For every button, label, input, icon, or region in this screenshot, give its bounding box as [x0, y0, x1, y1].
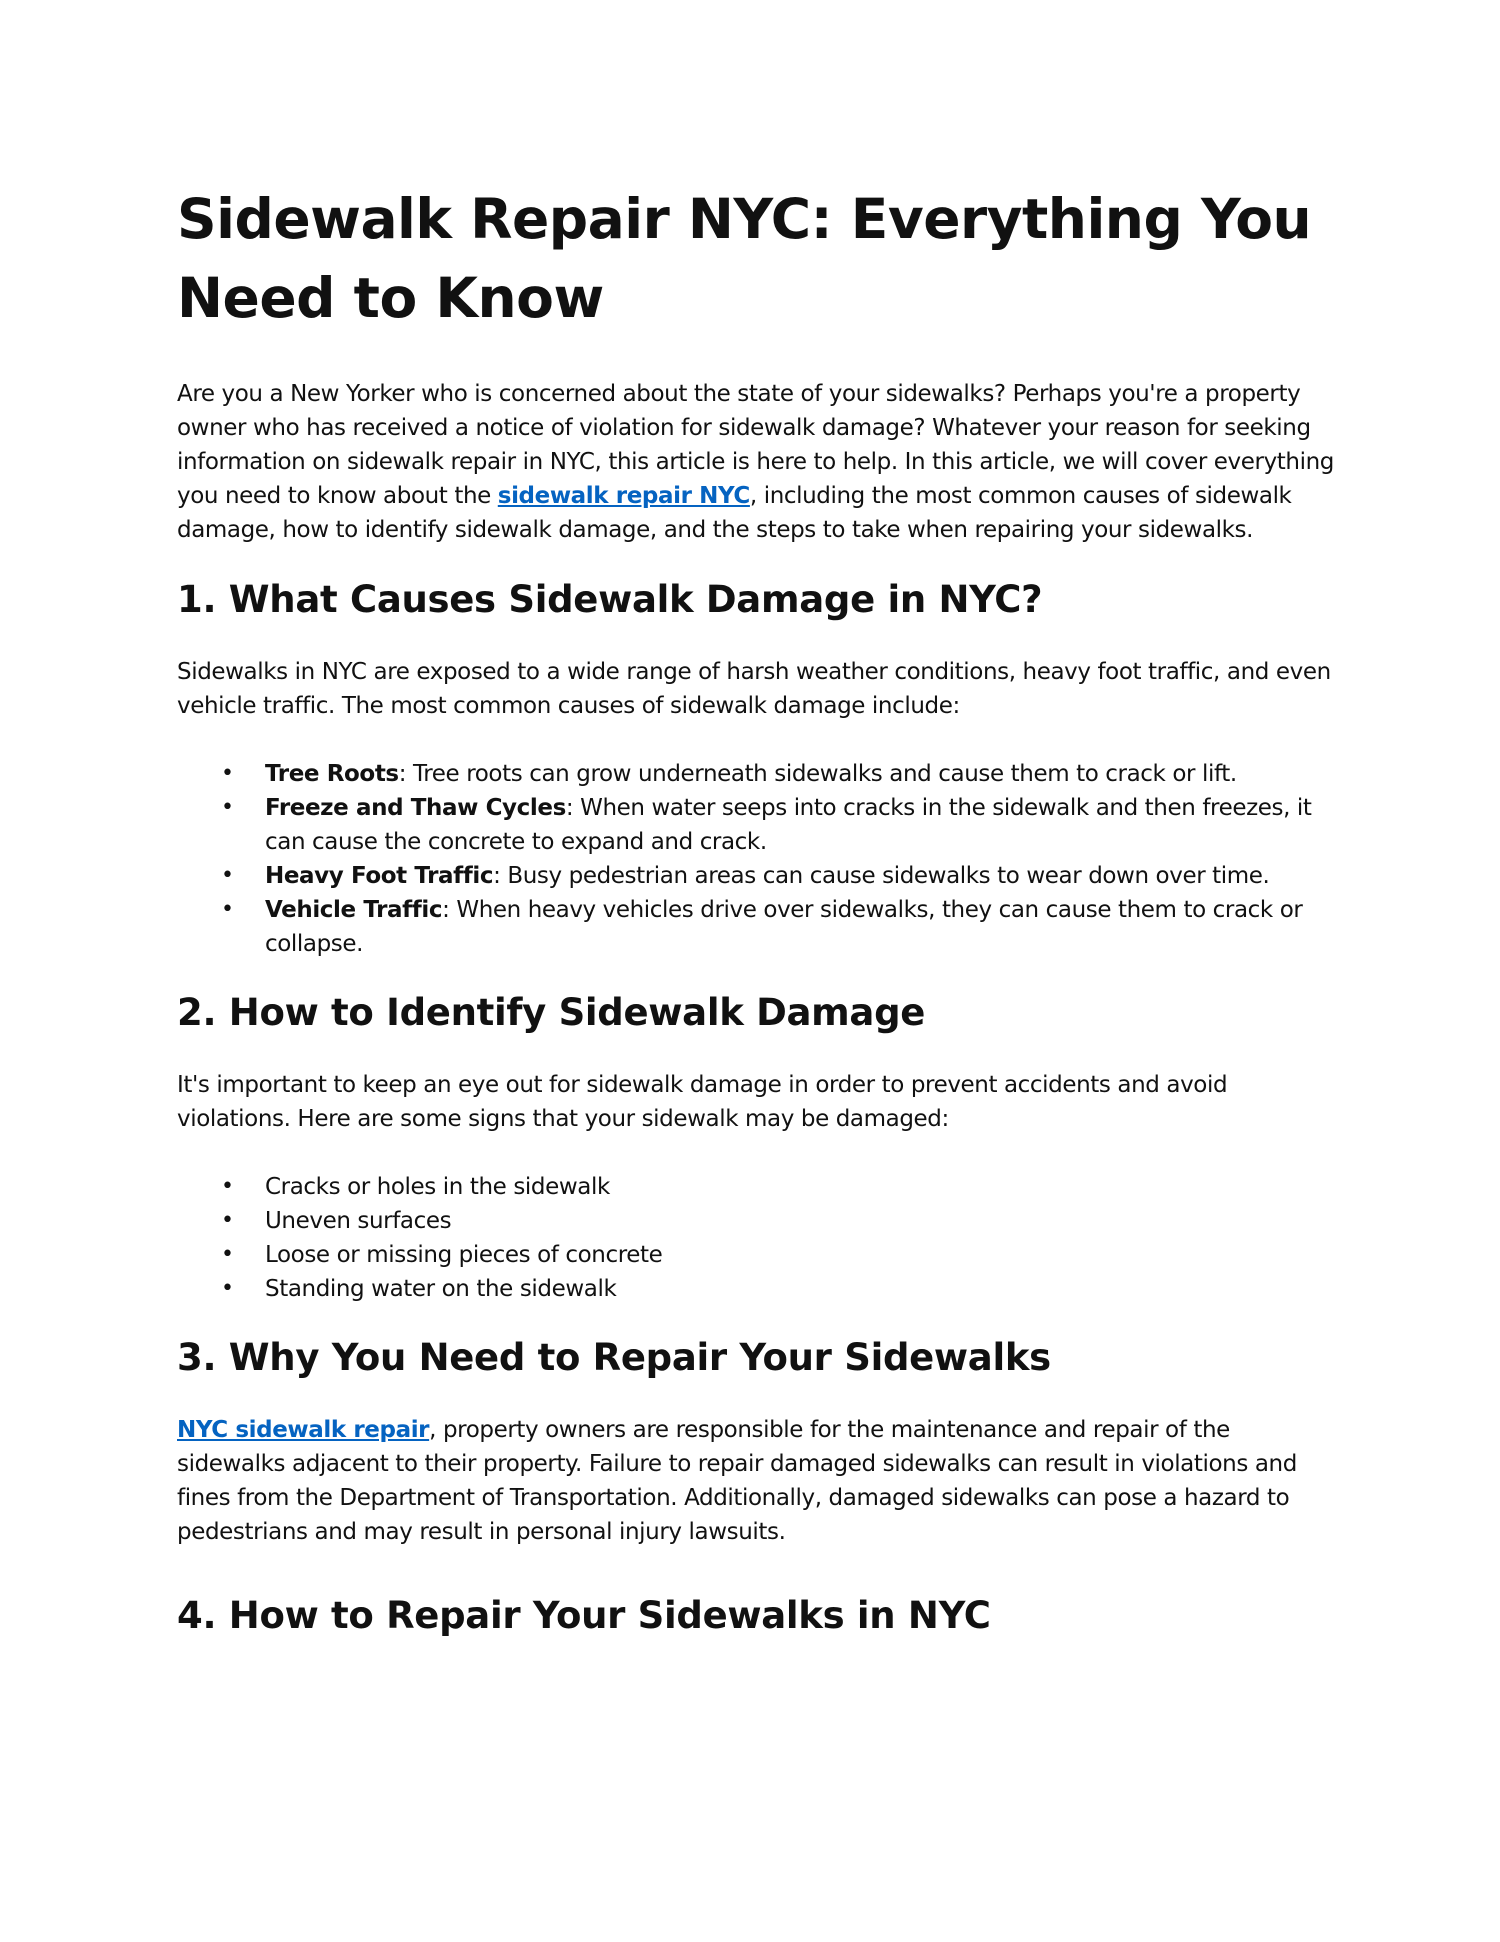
- bullet-icon: •: [221, 761, 234, 786]
- why-text-rest: , property owners are responsible for the maintenance and repair of the sidewalks adjacent to their property. Failure to repair damaged sidewalks can result in violations and fines from the Department of Transportation. Additionally, damaged sidewalks can pose a hazard to pedestrians and may result in personal injury lawsuits.: [177, 1417, 1297, 1545]
- list-item-desc: : When heavy vehicles drive over sidewalks, they can cause them to crack or collapse.: [265, 897, 1303, 957]
- list-item-desc: : When water seeps into cracks in the sidewalk and then freezes, it can cause the concrete to expand and crack.: [265, 795, 1312, 855]
- intro-text-start: Are you a New Yorker who is concerned about the state of your sidewalks? Perhaps you're a property owner who has received a notice of violation for sidewalk damage? Whatever your reason for seeking information on sidewalk repair in NYC, this article is here to help. In this article, we will cover everything you need to know about the: [177, 381, 1334, 509]
- nyc-sidewalk-repair-link[interactable]: NYC sidewalk repair: [177, 1417, 430, 1443]
- list-item: [177, 859, 1337, 893]
- list-item: [177, 757, 1337, 791]
- intro-text-end: , including the most common causes of sidewalk damage, how to identify sidewalk damage, and the steps to take when repairing your sidewalks.: [177, 483, 1292, 543]
- list-item-text: Standing water on the sidewalk: [265, 1276, 617, 1302]
- intro-paragraph: [177, 377, 1337, 547]
- document-page: [177, 180, 1337, 1639]
- bullet-icon: •: [221, 1276, 234, 1301]
- list-item-desc: : Tree roots can grow underneath sidewalks and cause them to crack or lift.: [398, 761, 1237, 787]
- section-heading-how: 4. How to Repair Your Sidewalks in NYC: [177, 1594, 991, 1637]
- list-item-term: Tree Roots: [265, 761, 399, 787]
- bullet-icon: •: [221, 863, 234, 888]
- list-item-term: Freeze and Thaw Cycles: [265, 795, 566, 821]
- section-heading-causes: 1. What Causes Sidewalk Damage in NYC?: [177, 578, 1043, 621]
- list-item-term: Vehicle Traffic: [265, 897, 443, 923]
- bullet-icon: •: [221, 897, 234, 922]
- section-heading-identify: 2. How to Identify Sidewalk Damage: [177, 991, 926, 1034]
- bullet-icon: •: [221, 1242, 234, 1267]
- bullet-icon: •: [221, 1174, 234, 1199]
- list-item-text: Uneven surfaces: [265, 1208, 452, 1234]
- bullet-icon: •: [221, 1208, 234, 1233]
- list-item: [177, 893, 1337, 961]
- causes-list: [177, 757, 1337, 961]
- list-item: [177, 1238, 1337, 1272]
- why-paragraph: [177, 1413, 1337, 1549]
- list-item: [177, 1170, 1337, 1204]
- list-item: [177, 1272, 1337, 1306]
- section-heading-why: 3. Why You Need to Repair Your Sidewalks: [177, 1336, 1051, 1379]
- identify-paragraph: It's important to keep an eye out for sidewalk damage in order to prevent accidents and avoid violations. Here are some signs that your sidewalk may be damaged:: [177, 1072, 1228, 1132]
- list-item: [177, 1204, 1337, 1238]
- identify-list: [177, 1170, 1337, 1306]
- list-item-desc: : Busy pedestrian areas can cause sidewalks to wear down over time.: [493, 863, 1270, 889]
- list-item-text: Loose or missing pieces of concrete: [265, 1242, 663, 1268]
- list-item: [177, 791, 1337, 859]
- page-title: Sidewalk Repair NYC: Everything You Need to Know: [177, 187, 1312, 330]
- causes-paragraph: Sidewalks in NYC are exposed to a wide range of harsh weather conditions, heavy foot traffic, and even vehicle traffic. The most common causes of sidewalk damage include:: [177, 659, 1331, 719]
- list-item-text: Cracks or holes in the sidewalk: [265, 1174, 610, 1200]
- sidewalk-repair-nyc-link[interactable]: sidewalk repair NYC: [497, 483, 750, 509]
- list-item-term: Heavy Foot Traffic: [265, 863, 494, 889]
- bullet-icon: •: [221, 795, 234, 820]
